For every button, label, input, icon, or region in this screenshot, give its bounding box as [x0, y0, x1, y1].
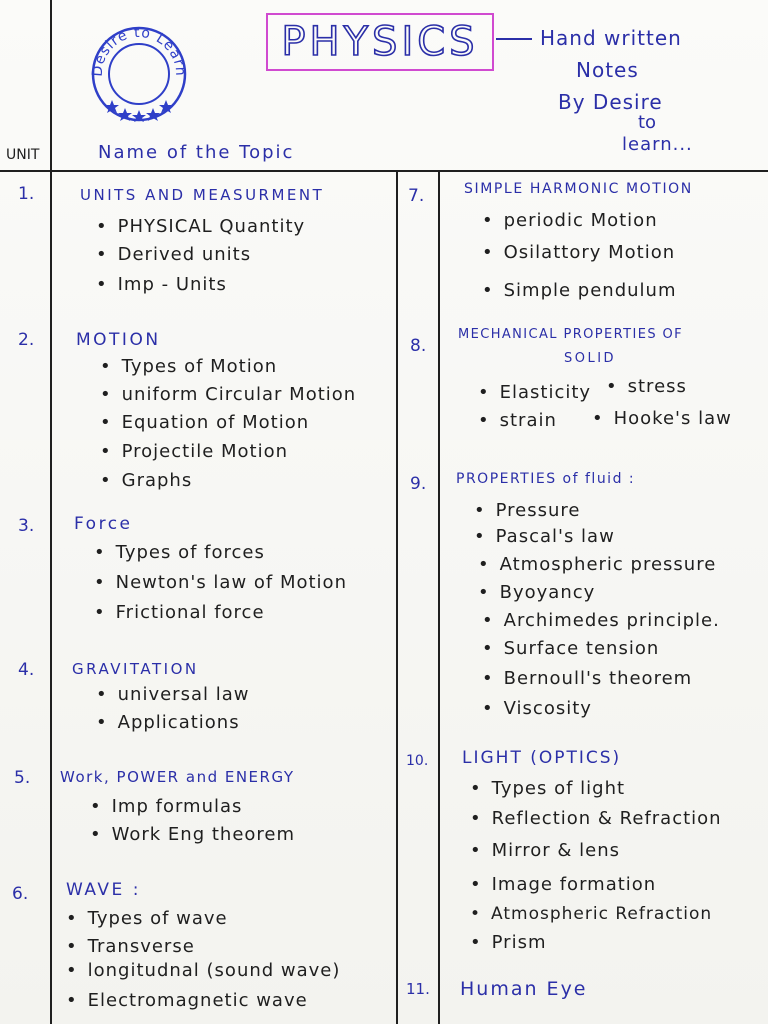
- topic-item: • Osilattory Motion: [482, 244, 675, 262]
- unit-number: 3.: [18, 516, 35, 536]
- margin-line-left: [50, 0, 52, 1024]
- unit-column-label: UNIT: [6, 147, 40, 163]
- topic-item: • Elasticity: [478, 384, 591, 402]
- topic-item: • Graphs: [100, 472, 192, 490]
- unit-title: UNITS AND MEASURMENT: [80, 186, 325, 204]
- notes-line-3: By Desire: [558, 90, 663, 114]
- topic-item: • Work Eng theorem: [90, 826, 295, 844]
- topic-item: • Types of wave: [66, 910, 228, 928]
- topic-item: • periodic Motion: [482, 212, 658, 230]
- topic-item: • Mirror & lens: [470, 842, 620, 860]
- unit-number: 5.: [14, 768, 31, 788]
- unit-title: LIGHT (OPTICS): [462, 748, 622, 768]
- unit-number: 4.: [18, 660, 35, 680]
- topic-item: • Types of Motion: [100, 358, 277, 376]
- unit-title: PROPERTIES of fluid :: [456, 471, 636, 487]
- unit-number: 1.: [18, 184, 35, 204]
- unit-title: MECHANICAL PROPERTIES OF: [458, 327, 684, 342]
- center-divider: [396, 170, 398, 1024]
- notes-line-5: learn...: [622, 134, 693, 155]
- topic-item: • Surface tension: [482, 640, 659, 658]
- unit-number: 9.: [410, 474, 427, 494]
- unit-title: GRAVITATION: [72, 660, 199, 678]
- notes-line-1: Hand written: [540, 26, 682, 50]
- topic-item: • Viscosity: [482, 700, 592, 718]
- topic-item: • Applications: [96, 714, 240, 732]
- topic-item: • Archimedes principle.: [482, 612, 720, 630]
- unit-number: 7.: [408, 186, 425, 206]
- topic-item: • Reflection & Refraction: [470, 810, 722, 828]
- unit-title: Force: [74, 514, 133, 534]
- unit-title: WAVE :: [66, 880, 141, 900]
- title-connector: [496, 38, 532, 40]
- topic-item: • Byoyancy: [478, 584, 595, 602]
- topic-item: • Bernoull's theorem: [482, 670, 692, 688]
- topic-item: • Derived units: [96, 246, 251, 264]
- topic-item: • PHYSICAL Quantity: [96, 218, 305, 236]
- topic-item: • Image formation: [470, 876, 656, 894]
- topic-item: • Pascal's law: [474, 528, 615, 546]
- topic-item: • Transverse: [66, 938, 195, 956]
- notes-line-4: to: [638, 112, 657, 133]
- unit-number: 8.: [410, 336, 427, 356]
- topic-item: • universal law: [96, 686, 249, 704]
- topic-item: • Imp formulas: [90, 798, 242, 816]
- topic-item: • strain: [478, 412, 557, 430]
- margin-line-center: [438, 170, 440, 1024]
- unit-number: 6.: [12, 884, 29, 904]
- topic-item: • Atmospheric pressure: [478, 556, 716, 574]
- seal-text: Desire to Learn: [89, 24, 189, 78]
- topic-item: • Projectile Motion: [100, 443, 288, 461]
- desire-to-learn-seal: [84, 22, 194, 122]
- unit-number: 2.: [18, 330, 35, 350]
- header-rule: [0, 170, 768, 172]
- topic-item: • Types of forces: [94, 544, 265, 562]
- topic-item: • longitudnal (sound wave): [66, 962, 340, 980]
- unit-number: 10.: [406, 753, 429, 769]
- topic-item: • Equation of Motion: [100, 414, 309, 432]
- notes-line-2: Notes: [576, 58, 639, 82]
- topic-item: • Pressure: [474, 502, 581, 520]
- unit-title: SIMPLE HARMONIC MOTION: [464, 181, 693, 197]
- unit-title: Human Eye: [460, 978, 588, 1000]
- topic-item: • Simple pendulum: [482, 282, 677, 300]
- svg-text:Desire to Learn: [90, 25, 189, 77]
- page-title-box: [266, 13, 494, 71]
- page-title: PHYSICS: [281, 19, 479, 65]
- topic-item: • Prism: [470, 934, 546, 952]
- topic-item: • Electromagnetic wave: [66, 992, 308, 1010]
- topic-item: • Imp - Units: [96, 276, 227, 294]
- topic-column-label: Name of the Topic: [98, 142, 295, 163]
- unit-number: 11.: [406, 980, 430, 998]
- topic-item: • Atmospheric Refraction: [470, 906, 712, 923]
- topic-item: • Hooke's law: [592, 410, 732, 428]
- topic-item: • Types of light: [470, 780, 625, 798]
- unit-title-continued: SOLID: [564, 351, 617, 366]
- topic-item: • stress: [606, 378, 687, 396]
- topic-item: • uniform Circular Motion: [100, 386, 356, 404]
- unit-title: Work, POWER and ENERGY: [60, 768, 295, 786]
- unit-title: MOTION: [76, 330, 161, 350]
- topic-item: • Frictional force: [94, 604, 265, 622]
- topic-item: • Newton's law of Motion: [94, 574, 347, 592]
